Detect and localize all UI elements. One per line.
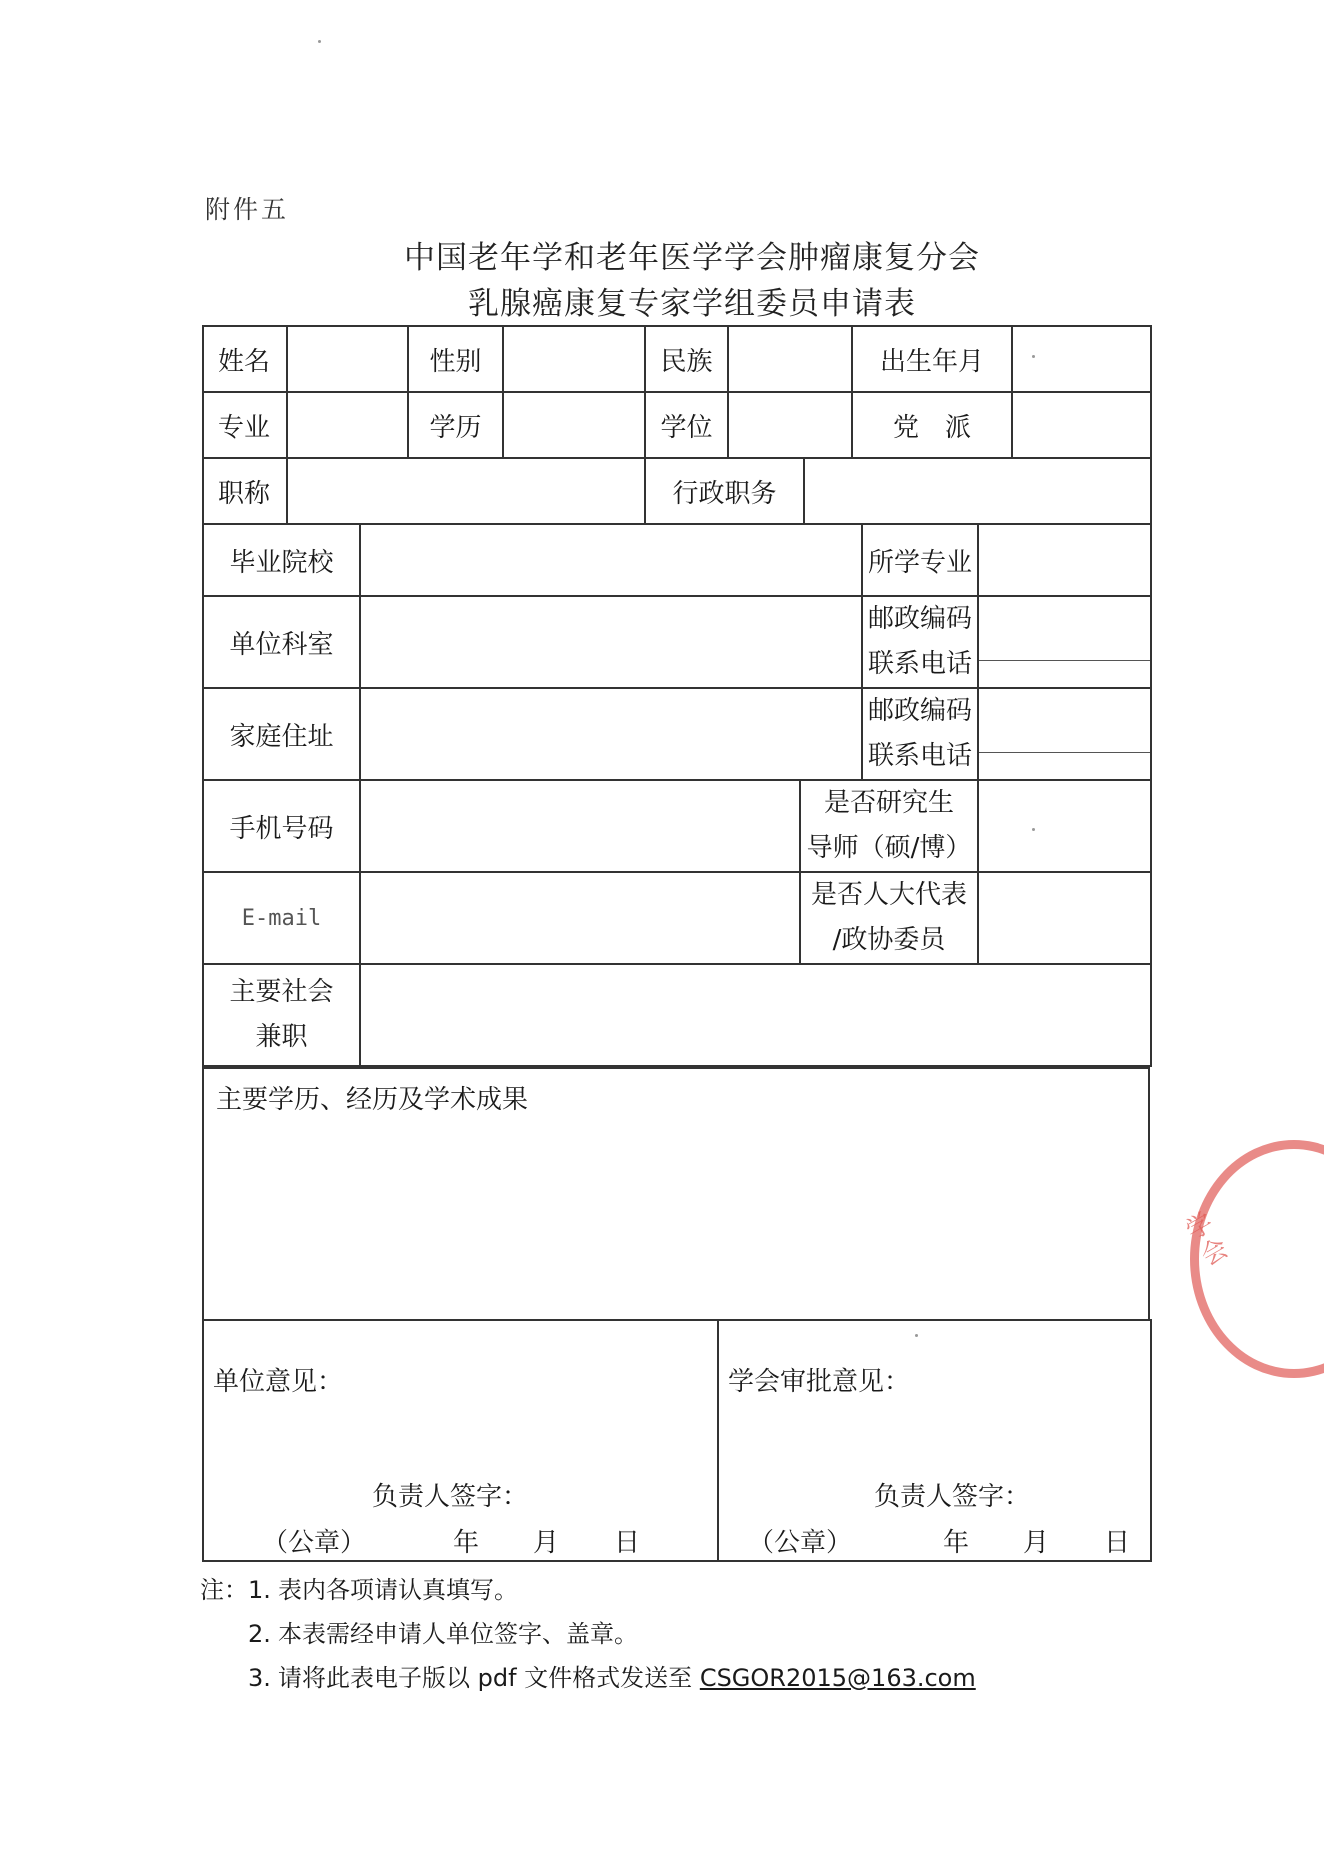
title-row-table [202, 457, 1152, 525]
email-field[interactable] [360, 872, 800, 964]
label-social-line2: 兼职 [255, 1022, 308, 1052]
label-school: 毕业院校 [203, 524, 360, 596]
label-home-postcode: 邮政编码 [868, 696, 973, 726]
social-label [203, 964, 360, 1066]
form-title-line1: 中国老年学和老年医学学会肿瘤康复分会 [404, 240, 980, 276]
attachment-label: 附件五 [205, 195, 290, 224]
label-npc-line2: /政协委员 [832, 925, 946, 955]
label-degree: 学位 [645, 392, 728, 458]
label-unit-opinion: 单位意见： [213, 1367, 344, 1397]
unit-day-label: 日 [614, 1528, 641, 1558]
scan-speck [915, 1334, 918, 1337]
note-text: 请将此表电子版以 pdf 文件格式发送至 [278, 1664, 700, 1692]
label-party: 党 派 [852, 392, 1012, 458]
basic-info-table [202, 325, 1152, 459]
label-home-phone: 联系电话 [868, 741, 973, 771]
society-year-label: 年 [943, 1528, 970, 1558]
education-field[interactable] [503, 392, 645, 458]
npc-field[interactable] [978, 872, 1151, 964]
label-gender: 性别 [408, 326, 503, 392]
label-email: E-mail [203, 872, 360, 964]
party-field[interactable] [1012, 392, 1151, 458]
label-title: 职称 [203, 458, 287, 524]
note-2 [200, 1612, 976, 1656]
note-number: 2. [248, 1620, 271, 1648]
label-unit-postcode: 邮政编码 [868, 604, 973, 634]
name-field[interactable] [287, 326, 408, 392]
label-unit-phone: 联系电话 [868, 649, 973, 679]
home-contact-fields [978, 688, 1151, 780]
unit-dept-field[interactable] [360, 596, 862, 688]
mobile-field[interactable] [360, 780, 800, 872]
home-postcode-field[interactable] [979, 715, 1150, 753]
home-phone-field[interactable] [979, 753, 1150, 754]
supervisor-label [800, 780, 978, 872]
notes [200, 1568, 976, 1700]
label-ethnicity: 民族 [645, 326, 728, 392]
unit-contact-fields [978, 596, 1151, 688]
label-resume: 主要学历、经历及学术成果 [216, 1085, 529, 1115]
admin-post-field[interactable] [804, 458, 1151, 524]
label-major: 专业 [203, 392, 287, 458]
major-field[interactable] [287, 392, 408, 458]
note-number: 1. [248, 1576, 271, 1604]
form-title-line2: 乳腺癌康复专家学组委员申请表 [468, 286, 916, 322]
label-social-line1: 主要社会 [229, 977, 334, 1007]
school-field[interactable] [360, 524, 862, 596]
label-npc-line1: 是否人大代表 [811, 880, 968, 910]
studied-major-field[interactable] [978, 524, 1151, 596]
unit-phone-field[interactable] [979, 661, 1150, 662]
unit-contact-labels [862, 596, 978, 688]
resume-field[interactable] [203, 1068, 1149, 1320]
label-studied-major: 所学专业 [862, 524, 978, 596]
seal-text: 学会 [1181, 1207, 1234, 1273]
note-text: 本表需经申请人单位签字、盖章。 [278, 1620, 638, 1648]
society-seal-label: （公章） [748, 1528, 853, 1558]
note-number: 3. [248, 1664, 271, 1692]
label-unit-dept: 单位科室 [203, 596, 360, 688]
supervisor-field[interactable] [978, 780, 1151, 872]
scan-speck [318, 40, 321, 43]
npc-label [800, 872, 978, 964]
label-education: 学历 [408, 392, 503, 458]
degree-field[interactable] [728, 392, 852, 458]
unit-seal-label: （公章） [262, 1528, 367, 1558]
note-3 [200, 1656, 976, 1700]
society-day-label: 日 [1104, 1528, 1131, 1558]
gender-field[interactable] [503, 326, 645, 392]
society-signature-label: 负责人签字： [874, 1482, 1031, 1512]
title-field[interactable] [287, 458, 645, 524]
label-admin-post: 行政职务 [645, 458, 804, 524]
contact-info-table [202, 523, 1152, 1067]
label-mobile: 手机号码 [203, 780, 360, 872]
unit-postcode-field[interactable] [979, 623, 1150, 661]
submit-email-link[interactable]: CSGOR2015@163.com [699, 1664, 976, 1692]
unit-month-label: 月 [533, 1528, 560, 1558]
label-name: 姓名 [203, 326, 287, 392]
note-text: 表内各项请认真填写。 [278, 1576, 518, 1604]
label-society-opinion: 学会审批意见： [728, 1367, 911, 1397]
unit-signature-label: 负责人签字： [372, 1482, 529, 1512]
social-field[interactable] [360, 964, 1151, 1066]
scan-speck [1032, 355, 1035, 358]
label-birth: 出生年月 [852, 326, 1012, 392]
unit-year-label: 年 [453, 1528, 480, 1558]
resume-table [202, 1067, 1150, 1321]
label-home-address: 家庭住址 [203, 688, 360, 780]
label-supervisor-line2: 导师（硕/博） [806, 833, 972, 863]
home-address-field[interactable] [360, 688, 862, 780]
home-contact-labels [862, 688, 978, 780]
notes-prefix: 注： [200, 1576, 248, 1604]
society-month-label: 月 [1023, 1528, 1050, 1558]
note-1 [200, 1568, 976, 1612]
label-supervisor-line1: 是否研究生 [824, 788, 955, 818]
ethnicity-field[interactable] [728, 326, 852, 392]
scan-speck [1032, 828, 1035, 831]
birth-field[interactable] [1012, 326, 1151, 392]
